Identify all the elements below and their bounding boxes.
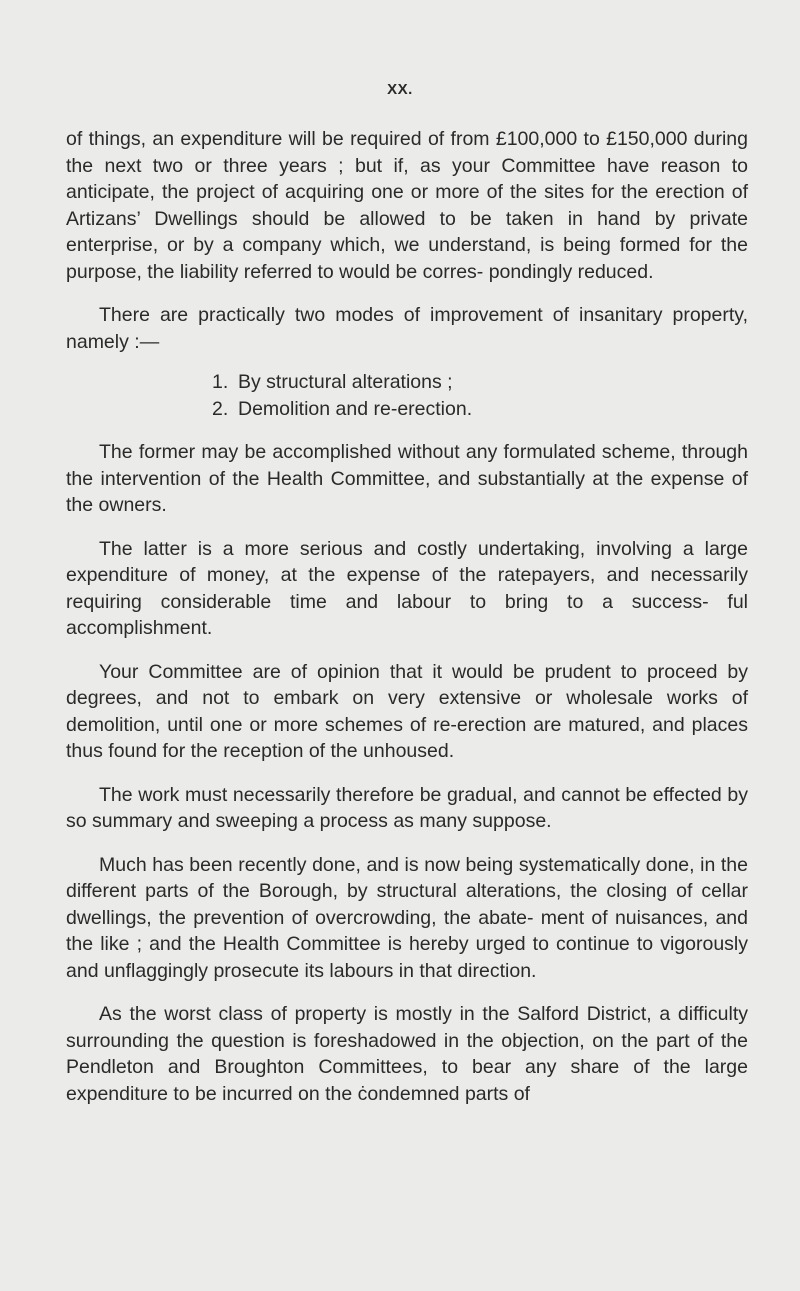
list-item-number: 2.	[212, 397, 229, 420]
paragraph-modes-of-improvement: There are practically two modes of improvement of insanitary property, namely :—	[66, 304, 748, 353]
list-item	[212, 369, 748, 396]
paragraph-expenditure: of things, an expenditure will be required of from £100,000 to £150,000 during the next two or three years ; but if, as your Committee have reason to anticipate, the project of acquiring one or more of the sites for the erection of Artizans’ Dwellings should be allowed to be taken in hand by private enterprise, or by a company which, we understand, is being formed for the purpose, the liability referred to would be corres- pondingly reduced.	[66, 128, 748, 283]
paragraph-committee-opinion: Your Committee are of opinion that it would be prudent to proceed by degrees, and not to embark on very extensive or wholesale works of demolition, until one or more schemes of re-erection are matured, and places thus found for the reception of the unhoused.	[66, 660, 748, 762]
paragraph-latter-mode: The latter is a more serious and costly undertaking, involving a large expenditure of money, at the expense of the ratepayers, and necessarily requiring considerable time and labour to bring to a success- ful accomplishment.	[66, 537, 748, 639]
list-item	[212, 396, 748, 423]
page-number: XX.	[387, 81, 413, 98]
improvement-modes-list	[66, 369, 748, 422]
list-item-text: Demolition and re-erection.	[238, 397, 473, 420]
list-item-number: 1.	[212, 371, 229, 393]
list-item-text: By structural alterations ;	[238, 371, 453, 393]
paragraph-gradual-work: The work must necessarily therefore be gradual, and cannot be effected by so summary and sweeping a process as many suppose.	[66, 783, 748, 832]
paragraph-salford-district: As the worst class of property is mostly in the Salford District, a difficulty surrounding the question is foreshadowed in the objection, on the part of the Pendleton and Broughton Committees, to bear any share of the large expenditure to be incurred on the ċondemned parts of	[66, 1003, 748, 1105]
body-text	[66, 126, 748, 1107]
paragraph-recent-work: Much has been recently done, and is now being systematically done, in the different parts of the Borough, by structural alterations, the closing of cellar dwellings, the prevention of overcrowding, the abate- ment of nuisances, and the like ; and the Health Committee is hereby urged to continue to vigorously and unflaggingly prosecute its labours in that direction.	[66, 853, 748, 982]
paragraph-former-mode: The former may be accomplished without any formulated scheme, through the intervention of the Health Committee, and substantially at the expense of the owners.	[66, 441, 748, 516]
